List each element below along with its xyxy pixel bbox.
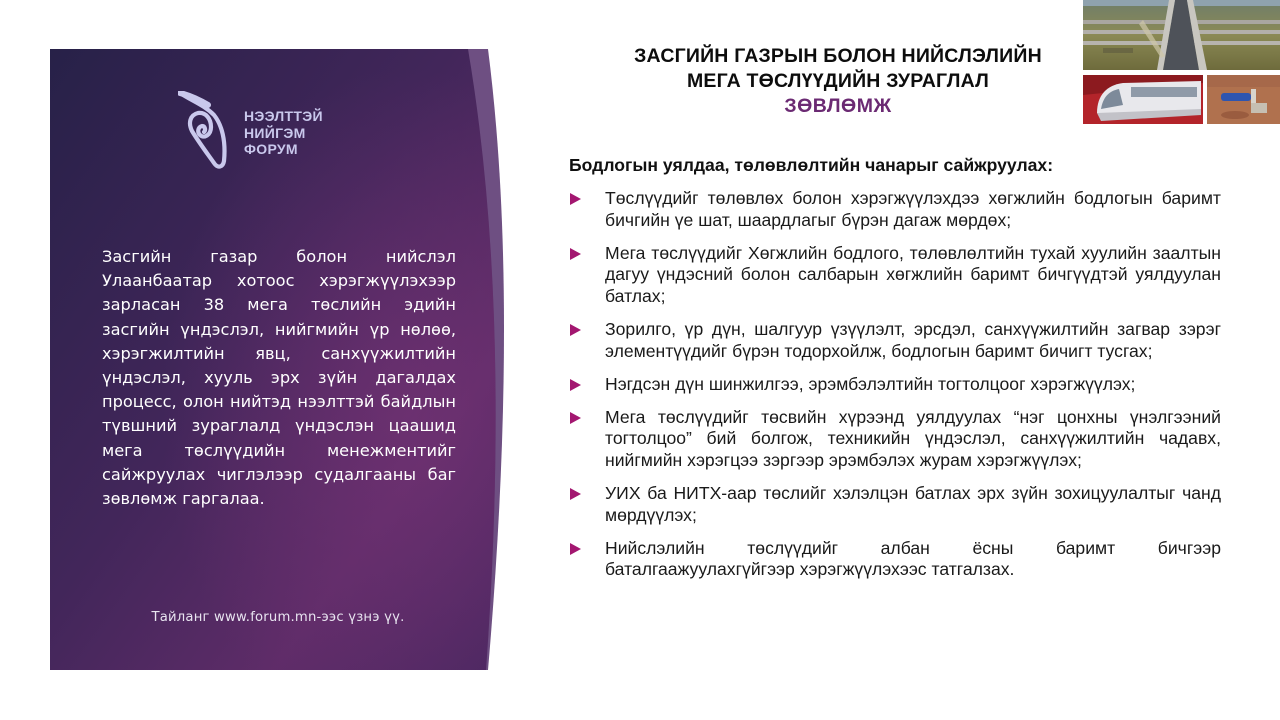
logo-wordmark [244, 108, 323, 158]
list-item [569, 188, 1221, 231]
triangle-right-icon [570, 324, 581, 336]
list-item [569, 374, 1221, 396]
list-item-text: Мега төслүүдийг төсвийн хүрээнд уялдуулах “нэг цонхны үнэлгээний тогтолцоо” бий болгож, техникийн үндэслэл, санхүүжилтийн чадавх, нийгмийн хэрэгцээ зэргээр эрэмбэлэх журам хэрэгжүүлэх; [605, 406, 1221, 470]
triangle-right-icon [570, 193, 581, 205]
logo-line: НЭЭЛТТЭЙ [244, 108, 323, 124]
triangle-right-icon [570, 488, 581, 500]
title-line-2: МЕГА ТӨСЛҮҮДИЙН ЗУРАГЛАЛ [686, 70, 990, 92]
list-item [569, 319, 1221, 362]
logo-line: НИЙГЭМ [244, 124, 306, 141]
triangle-right-icon [570, 248, 581, 260]
list-item-text: Төслүүдийг төлөвлөх болон хэрэгжүүлэхдээ хөгжлийн бодлогын баримт бичгийн үе шат, шаардлагыг бүрэн дагаж мөрдөх; [605, 188, 1221, 230]
list-item [569, 538, 1221, 581]
list-item [569, 483, 1221, 526]
recommendations-section [569, 154, 1221, 592]
triangle-right-icon [570, 379, 581, 391]
page-title [600, 44, 1076, 119]
maglev-train-photo [1083, 75, 1203, 124]
list-item [569, 407, 1221, 472]
triangle-right-icon [570, 412, 581, 424]
highway-interchange-photo [1083, 0, 1280, 70]
report-link-note: Тайланг www.forum.mn-ээс үзнэ үү. [151, 610, 405, 625]
logo-line: ФОРУМ [244, 141, 298, 157]
forum-logo [178, 91, 358, 171]
list-item [569, 243, 1221, 308]
title-accent: ЗӨВЛӨМЖ [784, 95, 892, 117]
construction-site-photo [1207, 75, 1280, 124]
list-item-text: Зорилго, үр дүн, шалгуур үзүүлэлт, эрсдэл, санхүүжилтийн загвар зэрэг элементүүдийг бүрэн тодорхойлж, бодлогын баримт бичигт тусгах; [605, 318, 1221, 361]
list-item-text: Мега төслүүдийг Хөгжлийн бодлого, төлөвлөлтийн тухай хуулийн заалтын дагуу үндэсний болон салбарын хөгжлийн баримт бичгүүдтэй уялдуулан батлах; [605, 242, 1221, 306]
list-item-text: Нийслэлийн төслүүдийг албан ёсны баримт бичгээр баталгаажуулахгүйгээр хэрэгжүүлэхээс татгалзах. [605, 537, 1221, 580]
recommendations-heading: Бодлогын уялдаа, төлөвлөлтийн чанарыг сайжруулах: [569, 155, 1054, 175]
intro-text: Засгийн газар болон нийслэл Улаанбаатар хотоос хэрэгжүүлэхээр зарласан 38 мега төслийн эдийн засгийн үндэслэл, нийгмийн үр нөлөө, хэрэгжилтийн явц, санхүүжилтийн үндэслэл, хууль эрх зүйн дагалдах процесс, олон нийтэд нээлттэй байдлын түвшний зураглалд үндэслэн цаашид мега төслүүдийн менежментийг сайжруулах чиглэлээр судалгааны баг зөвлөмж гаргалаа. [102, 247, 456, 509]
title-line-1: ЗАСГИЙН ГАЗРЫН БОЛОН НИЙСЛЭЛИЙН [634, 45, 1042, 67]
list-item-text: Нэгдсэн дүн шинжилгээ, эрэмбэлэлтийн тогтолцоог хэрэгжүүлэх; [605, 373, 1136, 394]
list-item-text: УИХ ба НИТХ-аар төслийг хэлэлцэн батлах эрх зүйн зохицуулалтыг чанд мөрдүүлэх; [605, 483, 1221, 525]
triangle-right-icon [570, 543, 581, 555]
intro-panel [50, 49, 510, 670]
spiral-swoosh-icon [178, 91, 228, 169]
